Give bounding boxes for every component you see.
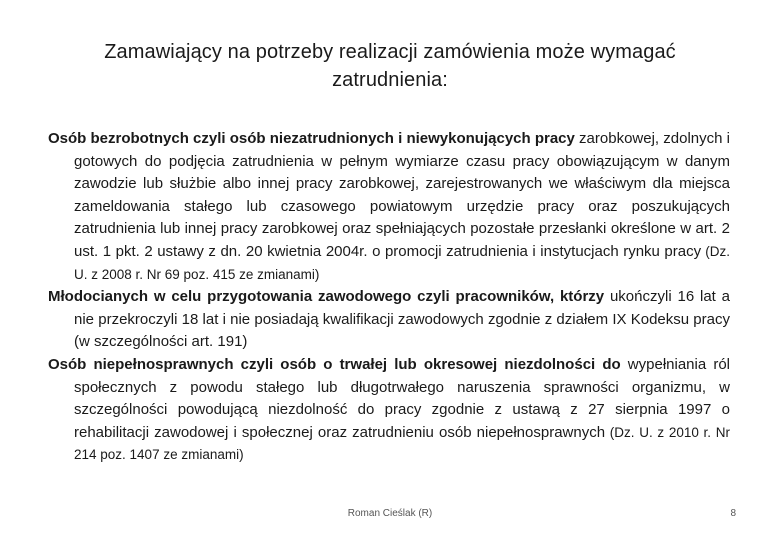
paragraph-lead: Osób bezrobotnych czyli osób niezatrudnionych i niewykonujących pracy [48, 130, 575, 147]
footer-author: Roman Cieślak (R) [347, 508, 433, 519]
paragraph-juveniles [48, 286, 730, 354]
paragraph-citation: (Dz. U. z 2010 r. Nr 214 poz. 1407 ze zmianami) [74, 424, 730, 463]
paragraph-citation: (Dz. U. z 2008 r. Nr 69 poz. 415 ze zmianami) [74, 243, 730, 282]
paragraph-unemployed [48, 128, 730, 286]
paragraph-text: ukończyli 16 lat a nie przekroczyli 18 lat i nie posiadają kwalifikacji zawodowych zgodnie z działem IX Kodeksu pracy (w szczególności art. 191) [74, 288, 730, 351]
slide-title: Zamawiający na potrzeby realizacji zamówienia może wymagać zatrudnienia: [104, 41, 676, 91]
paragraph-text: zarobkowej, zdolnych i gotowych do podjęcia zatrudnienia w pełnym wymiarze czasu pracy obowiązującym w danym zawodzie lub służbie albo innej pracy zarobkowej, zarejestrowanych we właściwym dla miejsca zameldowania stałego lub czasowego powiatowym urzędzie pracy oraz poszukujących zatrudnienia lub innej pracy zarobkowej oraz spełniających pozostałe przesłanki określone w art. 2 ust. 1 pkt. 2 ustawy z dn. 20 kwietnia 2004r. o promocji zatrudnienia i instytucjach rynku pracy [74, 130, 730, 260]
paragraph-lead: Osób niepełnosprawnych czyli osób o trwałej lub okresowej niezdolności do [48, 355, 621, 373]
paragraph-disabled [48, 354, 730, 467]
paragraph-lead: Młodocianych w celu przygotowania zawodowego czyli pracowników, którzy [48, 288, 605, 306]
page-number: 8 [730, 508, 736, 519]
slide-body [48, 128, 730, 467]
paragraph-text: wypełniania ról społecznych z powodu stałego lub długotrwałego naruszenia sprawności organizmu, w szczególności powodującą niezdolność do pracy zgodnie z ustawą z 27 sierpnia 1997 o rehabilitacji zawodowej i społecznej oraz zatrudnieniu osób niepełnosprawnych [74, 355, 731, 441]
